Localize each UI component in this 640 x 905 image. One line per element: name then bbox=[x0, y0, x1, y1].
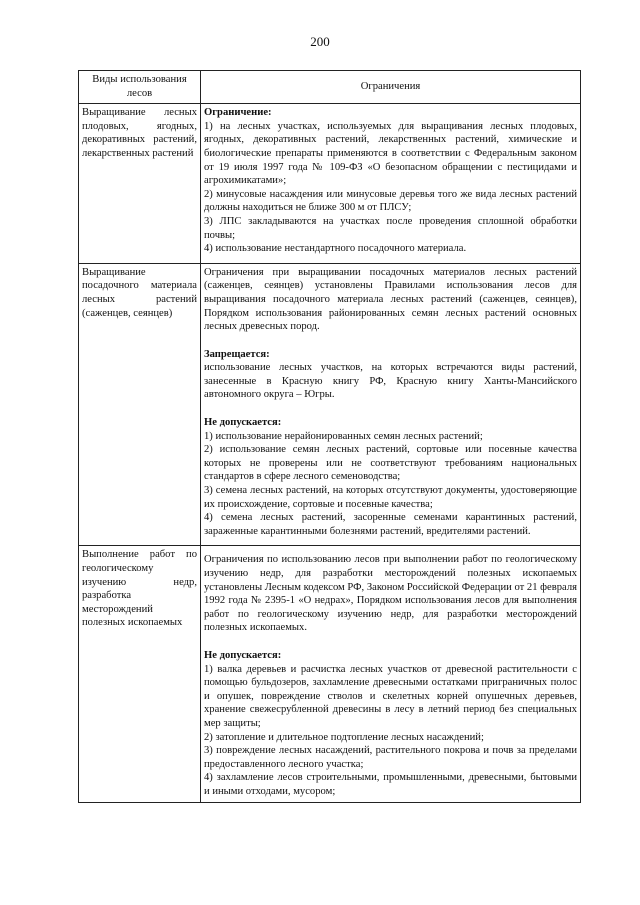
header-restrictions: Ограничения bbox=[201, 71, 581, 104]
restrictions-table bbox=[78, 70, 581, 803]
list-item: 2) минусовые насаждения или минусовые деревья того же вида лесных растений должны находиться не ближе 300 м от ПЛСУ; bbox=[204, 188, 577, 214]
use-cell: Выполнение работ по геологическому изучению недр, разработка месторождений полезных ископаемых bbox=[79, 546, 201, 802]
table-row bbox=[79, 263, 581, 546]
list-item: 2) использование семян лесных растений, сортовые или посевные качества которых не проверены или не соответствуют требованиям национальных стандартов в сфере лесного семеноводства; bbox=[204, 444, 577, 483]
section-heading: Запрещается: bbox=[204, 348, 270, 360]
list-item: 3) ЛПС закладываются на участках после проведения сплошной обработки почвы; bbox=[204, 215, 577, 241]
list-item: использование лесных участков, на которых встречаются виды растений, занесенные в Красную книгу РФ, Красную книгу Ханты-Мансийского автономного округа – Югры. bbox=[204, 362, 577, 401]
table-row bbox=[79, 104, 581, 264]
list-item: 1) на лесных участках, используемых для выращивания лесных плодовых, ягодных, декоративных растений, лекарственных растений, химические и биологические препараты применяются в соответствии с Федеральным законом от 19 июля 1997 года № 109-ФЗ «О безопасном обращении с пестицидами и агрохимикатами»; bbox=[204, 120, 577, 187]
restrictions-cell bbox=[201, 104, 581, 264]
use-cell: Выращивание посадочного материала лесных растений (саженцев, сеянцев) bbox=[79, 263, 201, 546]
table-row bbox=[79, 546, 581, 802]
section-heading: Ограничение: bbox=[204, 107, 272, 119]
list-item: 3) повреждение лесных насаждений, растительного покрова и почв за пределами предоставленного лесного участка; bbox=[204, 745, 577, 770]
use-cell: Выращивание лесных плодовых, ягодных, декоративных растений, лекарственных растений bbox=[79, 104, 201, 264]
restrictions-cell bbox=[201, 546, 581, 802]
list-item: 1) валка деревьев и расчистка лесных участков от древесной растительности с помощью бульдозеров, захламление древесными остатками приграничных полос и опушек, повреждение стволов и скелетных корней опушечных деревьев, хранение свежесрубленной древесины в лесу в летний период без специальных мер защиты; bbox=[204, 663, 577, 729]
list-item: 4) захламление лесов строительными, промышленными, древесными, бытовыми и иными отходами, мусором; bbox=[204, 772, 577, 797]
list-item: 2) затопление и длительное подтопление лесных насаждений; bbox=[204, 731, 484, 743]
section-heading: Не допускается: bbox=[204, 649, 282, 661]
list-item: 3) семена лесных растений, на которых отсутствуют документы, удостоверяющие их происхождение, сортовые и посевные качества; bbox=[204, 485, 577, 510]
list-item: 1) использование нерайонированных семян лесных растений; bbox=[204, 430, 483, 442]
page-number: 200 bbox=[310, 34, 330, 49]
list-item: 4) использование нестандартного посадочного материала. bbox=[204, 243, 467, 255]
list-item: 4) семена лесных растений, засоренные семенами карантинных растений, зараженные карантинными болезнями растений, вредителями растений. bbox=[204, 512, 577, 537]
section-heading: Не допускается: bbox=[204, 417, 282, 429]
restrictions-cell bbox=[201, 263, 581, 546]
intro-paragraph: Ограничения по использованию лесов при выполнении работ по геологическому изучению недр, для разработки месторождений полезных ископаемых установлены Лесным кодексом РФ, Законом Российской Федерации от 21 февраля 1992 года № 2395-1 «О недрах», Порядком использования лесов для выполнения работ по геологическому изучению недр, для разработки месторождений полезных ископаемых. bbox=[204, 554, 577, 634]
intro-paragraph: Ограничения при выращивании посадочных материалов лесных растений (саженцев, сеянцев) установлены Правилами использования лесов для выращивания посадочного материала лесных растений (саженцев, сеянцев), Порядком использования районированных семян лесных растений основных лесных древесных пород. bbox=[204, 266, 577, 333]
table-header-row bbox=[79, 71, 581, 104]
header-use: Виды использования лесов bbox=[79, 71, 201, 104]
